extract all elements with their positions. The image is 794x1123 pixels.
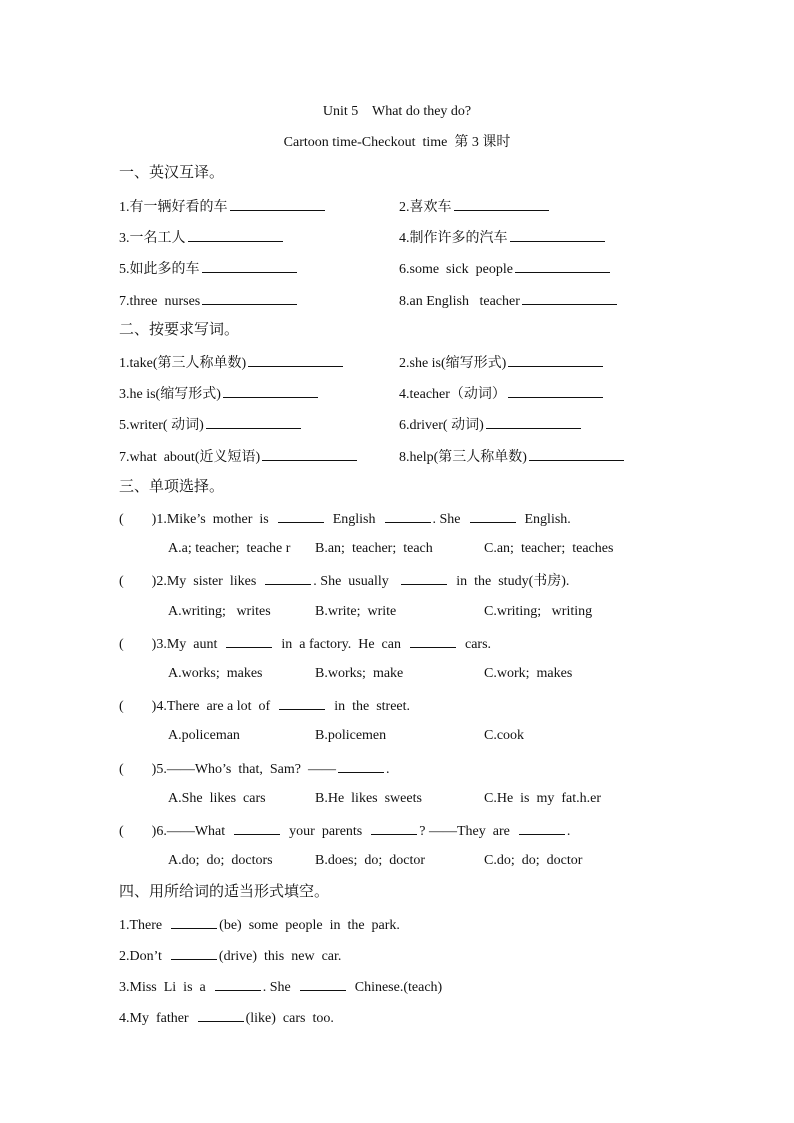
s1-item-1 bbox=[119, 195, 327, 219]
answer-paren[interactable]: ( ) bbox=[119, 574, 157, 589]
section-4-heading: 四、用所给词的适当形式填空。 bbox=[119, 884, 330, 900]
s4-item-4-b: (like) cars too. bbox=[245, 1011, 334, 1026]
s1-item-7 bbox=[119, 289, 299, 313]
s1-item-4-text: 4.制作许多的汽车 bbox=[399, 231, 508, 246]
s1-item-3 bbox=[119, 226, 285, 250]
mc-question-6 bbox=[119, 819, 570, 843]
s4-item-4-a: 4.My father bbox=[119, 1011, 189, 1026]
q3-stem-c: cars. bbox=[464, 637, 492, 652]
s2-item-7-text: 7.what about(近义短语) bbox=[119, 450, 261, 465]
q6-stem-a: 6.——What bbox=[156, 824, 226, 839]
q6-stem-d: . bbox=[566, 824, 571, 839]
s2-item-6 bbox=[399, 413, 583, 437]
s1-item-2 bbox=[399, 195, 551, 219]
s1-item-3-text: 3.一名工人 bbox=[119, 231, 186, 246]
s2-item-7 bbox=[119, 445, 359, 469]
q2-option-c[interactable]: C.writing; writing bbox=[484, 604, 593, 619]
q4-option-c[interactable]: C.cook bbox=[484, 728, 525, 743]
answer-blank[interactable] bbox=[206, 413, 301, 429]
answer-blank[interactable] bbox=[248, 351, 343, 367]
mc-question-1 bbox=[119, 507, 571, 531]
answer-blank[interactable] bbox=[202, 289, 297, 305]
q6-option-b[interactable]: B.does; do; doctor bbox=[315, 853, 426, 868]
answer-blank[interactable] bbox=[410, 632, 456, 648]
s2-item-3 bbox=[119, 382, 320, 406]
s1-item-8 bbox=[399, 289, 619, 313]
s1-item-5-text: 5.如此多的车 bbox=[119, 262, 200, 277]
s4-item-3 bbox=[119, 975, 442, 999]
s2-item-1-text: 1.take(第三人称单数) bbox=[119, 356, 247, 371]
answer-blank[interactable] bbox=[230, 195, 325, 211]
s2-item-5 bbox=[119, 413, 303, 437]
answer-blank[interactable] bbox=[234, 819, 280, 835]
q6-stem-c: ? ——They are bbox=[419, 824, 510, 839]
answer-blank[interactable] bbox=[198, 1006, 244, 1022]
s1-item-4 bbox=[399, 226, 607, 250]
q2-stem-b: . She usually bbox=[313, 574, 389, 589]
q1-stem-a: 1.Mike’s mother is bbox=[156, 512, 269, 527]
section-2-heading: 二、按要求写词。 bbox=[119, 322, 240, 338]
answer-blank[interactable] bbox=[454, 195, 549, 211]
answer-blank[interactable] bbox=[508, 351, 603, 367]
answer-paren[interactable]: ( ) bbox=[119, 699, 157, 714]
s4-item-2-a: 2.Don’t bbox=[119, 949, 162, 964]
answer-blank[interactable] bbox=[188, 226, 283, 242]
q2-option-b[interactable]: B.write; write bbox=[315, 604, 397, 619]
q6-option-a[interactable]: A.do; do; doctors bbox=[168, 853, 273, 868]
answer-blank[interactable] bbox=[262, 445, 357, 461]
answer-blank[interactable] bbox=[223, 382, 318, 398]
q1-stem-d: English. bbox=[524, 512, 571, 527]
s4-item-1-b: (be) some people in the park. bbox=[219, 918, 400, 933]
s4-item-3-b: . She bbox=[262, 980, 291, 995]
q4-stem-b: in the street. bbox=[334, 699, 411, 714]
q6-option-c[interactable]: C.do; do; doctor bbox=[484, 853, 583, 868]
q3-stem-b: in a factory. He can bbox=[281, 637, 401, 652]
q5-option-c[interactable]: C.He is my fat.h.er bbox=[484, 791, 602, 806]
s4-item-1-a: 1.There bbox=[119, 918, 163, 933]
q5-stem-a: 5.——Who’s that, Sam? —— bbox=[156, 762, 336, 777]
answer-blank[interactable] bbox=[265, 569, 311, 585]
q5-option-a[interactable]: A.She likes cars bbox=[168, 791, 266, 806]
s4-item-2 bbox=[119, 944, 341, 968]
q2-stem-c: in the study(书房). bbox=[456, 574, 570, 589]
answer-paren[interactable]: ( ) bbox=[119, 512, 157, 527]
answer-paren[interactable]: ( ) bbox=[119, 762, 157, 777]
s2-item-6-text: 6.driver( 动词) bbox=[399, 418, 484, 433]
answer-blank[interactable] bbox=[171, 944, 217, 960]
answer-blank[interactable] bbox=[278, 507, 324, 523]
s2-item-8 bbox=[399, 445, 626, 469]
q1-option-b[interactable]: B.an; teacher; teach bbox=[315, 541, 433, 556]
s1-item-5 bbox=[119, 257, 299, 281]
s1-item-7-text: 7.three nurses bbox=[119, 294, 201, 309]
q6-stem-b: your parents bbox=[289, 824, 363, 839]
q5-stem-b: . bbox=[385, 762, 390, 777]
answer-blank[interactable] bbox=[338, 757, 384, 773]
answer-blank[interactable] bbox=[486, 413, 581, 429]
q3-option-a[interactable]: A.works; makes bbox=[168, 666, 263, 681]
q4-stem-a: 4.There are a lot of bbox=[156, 699, 271, 714]
answer-blank[interactable] bbox=[279, 694, 325, 710]
s1-item-8-text: 8.an English teacher bbox=[399, 294, 520, 309]
s1-item-6 bbox=[399, 257, 612, 281]
q3-stem-a: 3.My aunt bbox=[156, 637, 218, 652]
mc-question-5 bbox=[119, 757, 389, 781]
answer-blank[interactable] bbox=[515, 257, 610, 273]
s1-item-1-text: 1.有一辆好看的车 bbox=[119, 200, 228, 215]
answer-blank[interactable] bbox=[529, 445, 624, 461]
s2-item-5-text: 5.writer( 动词) bbox=[119, 418, 204, 433]
s4-item-2-b: (drive) this new car. bbox=[218, 949, 342, 964]
s4-item-3-c: Chinese.(teach) bbox=[354, 980, 443, 995]
answer-blank[interactable] bbox=[300, 975, 346, 991]
q3-option-b[interactable]: B.works; make bbox=[315, 666, 404, 681]
q1-option-a[interactable]: A.a; teacher; teache r bbox=[168, 541, 291, 556]
answer-paren[interactable]: ( ) bbox=[119, 637, 157, 652]
answer-blank[interactable] bbox=[522, 289, 617, 305]
q1-stem-b: English bbox=[332, 512, 376, 527]
answer-blank[interactable] bbox=[171, 913, 217, 929]
answer-blank[interactable] bbox=[226, 632, 272, 648]
answer-blank[interactable] bbox=[215, 975, 261, 991]
s4-item-3-a: 3.Miss Li is a bbox=[119, 980, 206, 995]
q2-option-a[interactable]: A.writing; writes bbox=[168, 604, 271, 619]
answer-blank[interactable] bbox=[401, 569, 447, 585]
answer-blank[interactable] bbox=[470, 507, 516, 523]
q1-stem-c: . She bbox=[432, 512, 461, 527]
s2-item-1 bbox=[119, 351, 345, 375]
s2-item-2-text: 2.she is(缩写形式) bbox=[399, 356, 507, 371]
s4-item-1 bbox=[119, 913, 400, 937]
s2-item-4-text: 4.teacher（动词） bbox=[399, 387, 506, 402]
mc-question-4 bbox=[119, 694, 410, 718]
answer-blank[interactable] bbox=[385, 507, 431, 523]
mc-question-3 bbox=[119, 632, 491, 656]
q5-option-b[interactable]: B.He likes sweets bbox=[315, 791, 422, 806]
s2-item-4 bbox=[399, 382, 605, 406]
q4-option-a[interactable]: A.policeman bbox=[168, 728, 240, 743]
answer-blank[interactable] bbox=[519, 819, 565, 835]
page-title: Unit 5 What do they do? bbox=[322, 104, 472, 119]
answer-blank[interactable] bbox=[508, 382, 603, 398]
answer-blank[interactable] bbox=[371, 819, 417, 835]
page-subtitle: Cartoon time-Checkout time 第 3 课时 bbox=[283, 135, 511, 150]
s2-item-2 bbox=[399, 351, 605, 375]
answer-paren[interactable]: ( ) bbox=[119, 824, 157, 839]
q2-stem-a: 2.My sister likes bbox=[156, 574, 257, 589]
s2-item-3-text: 3.he is(缩写形式) bbox=[119, 387, 221, 402]
section-3-heading: 三、单项选择。 bbox=[119, 479, 225, 495]
answer-blank[interactable] bbox=[202, 257, 297, 273]
q3-option-c[interactable]: C.work; makes bbox=[484, 666, 573, 681]
s4-item-4 bbox=[119, 1006, 334, 1030]
answer-blank[interactable] bbox=[510, 226, 605, 242]
mc-question-2 bbox=[119, 569, 569, 593]
s1-item-2-text: 2.喜欢车 bbox=[399, 200, 452, 215]
s1-item-6-text: 6.some sick people bbox=[399, 262, 513, 277]
s2-item-8-text: 8.help(第三人称单数) bbox=[399, 450, 527, 465]
q4-option-b[interactable]: B.policemen bbox=[315, 728, 387, 743]
section-1-heading: 一、英汉互译。 bbox=[119, 165, 225, 181]
q1-option-c[interactable]: C.an; teacher; teaches bbox=[484, 541, 614, 556]
